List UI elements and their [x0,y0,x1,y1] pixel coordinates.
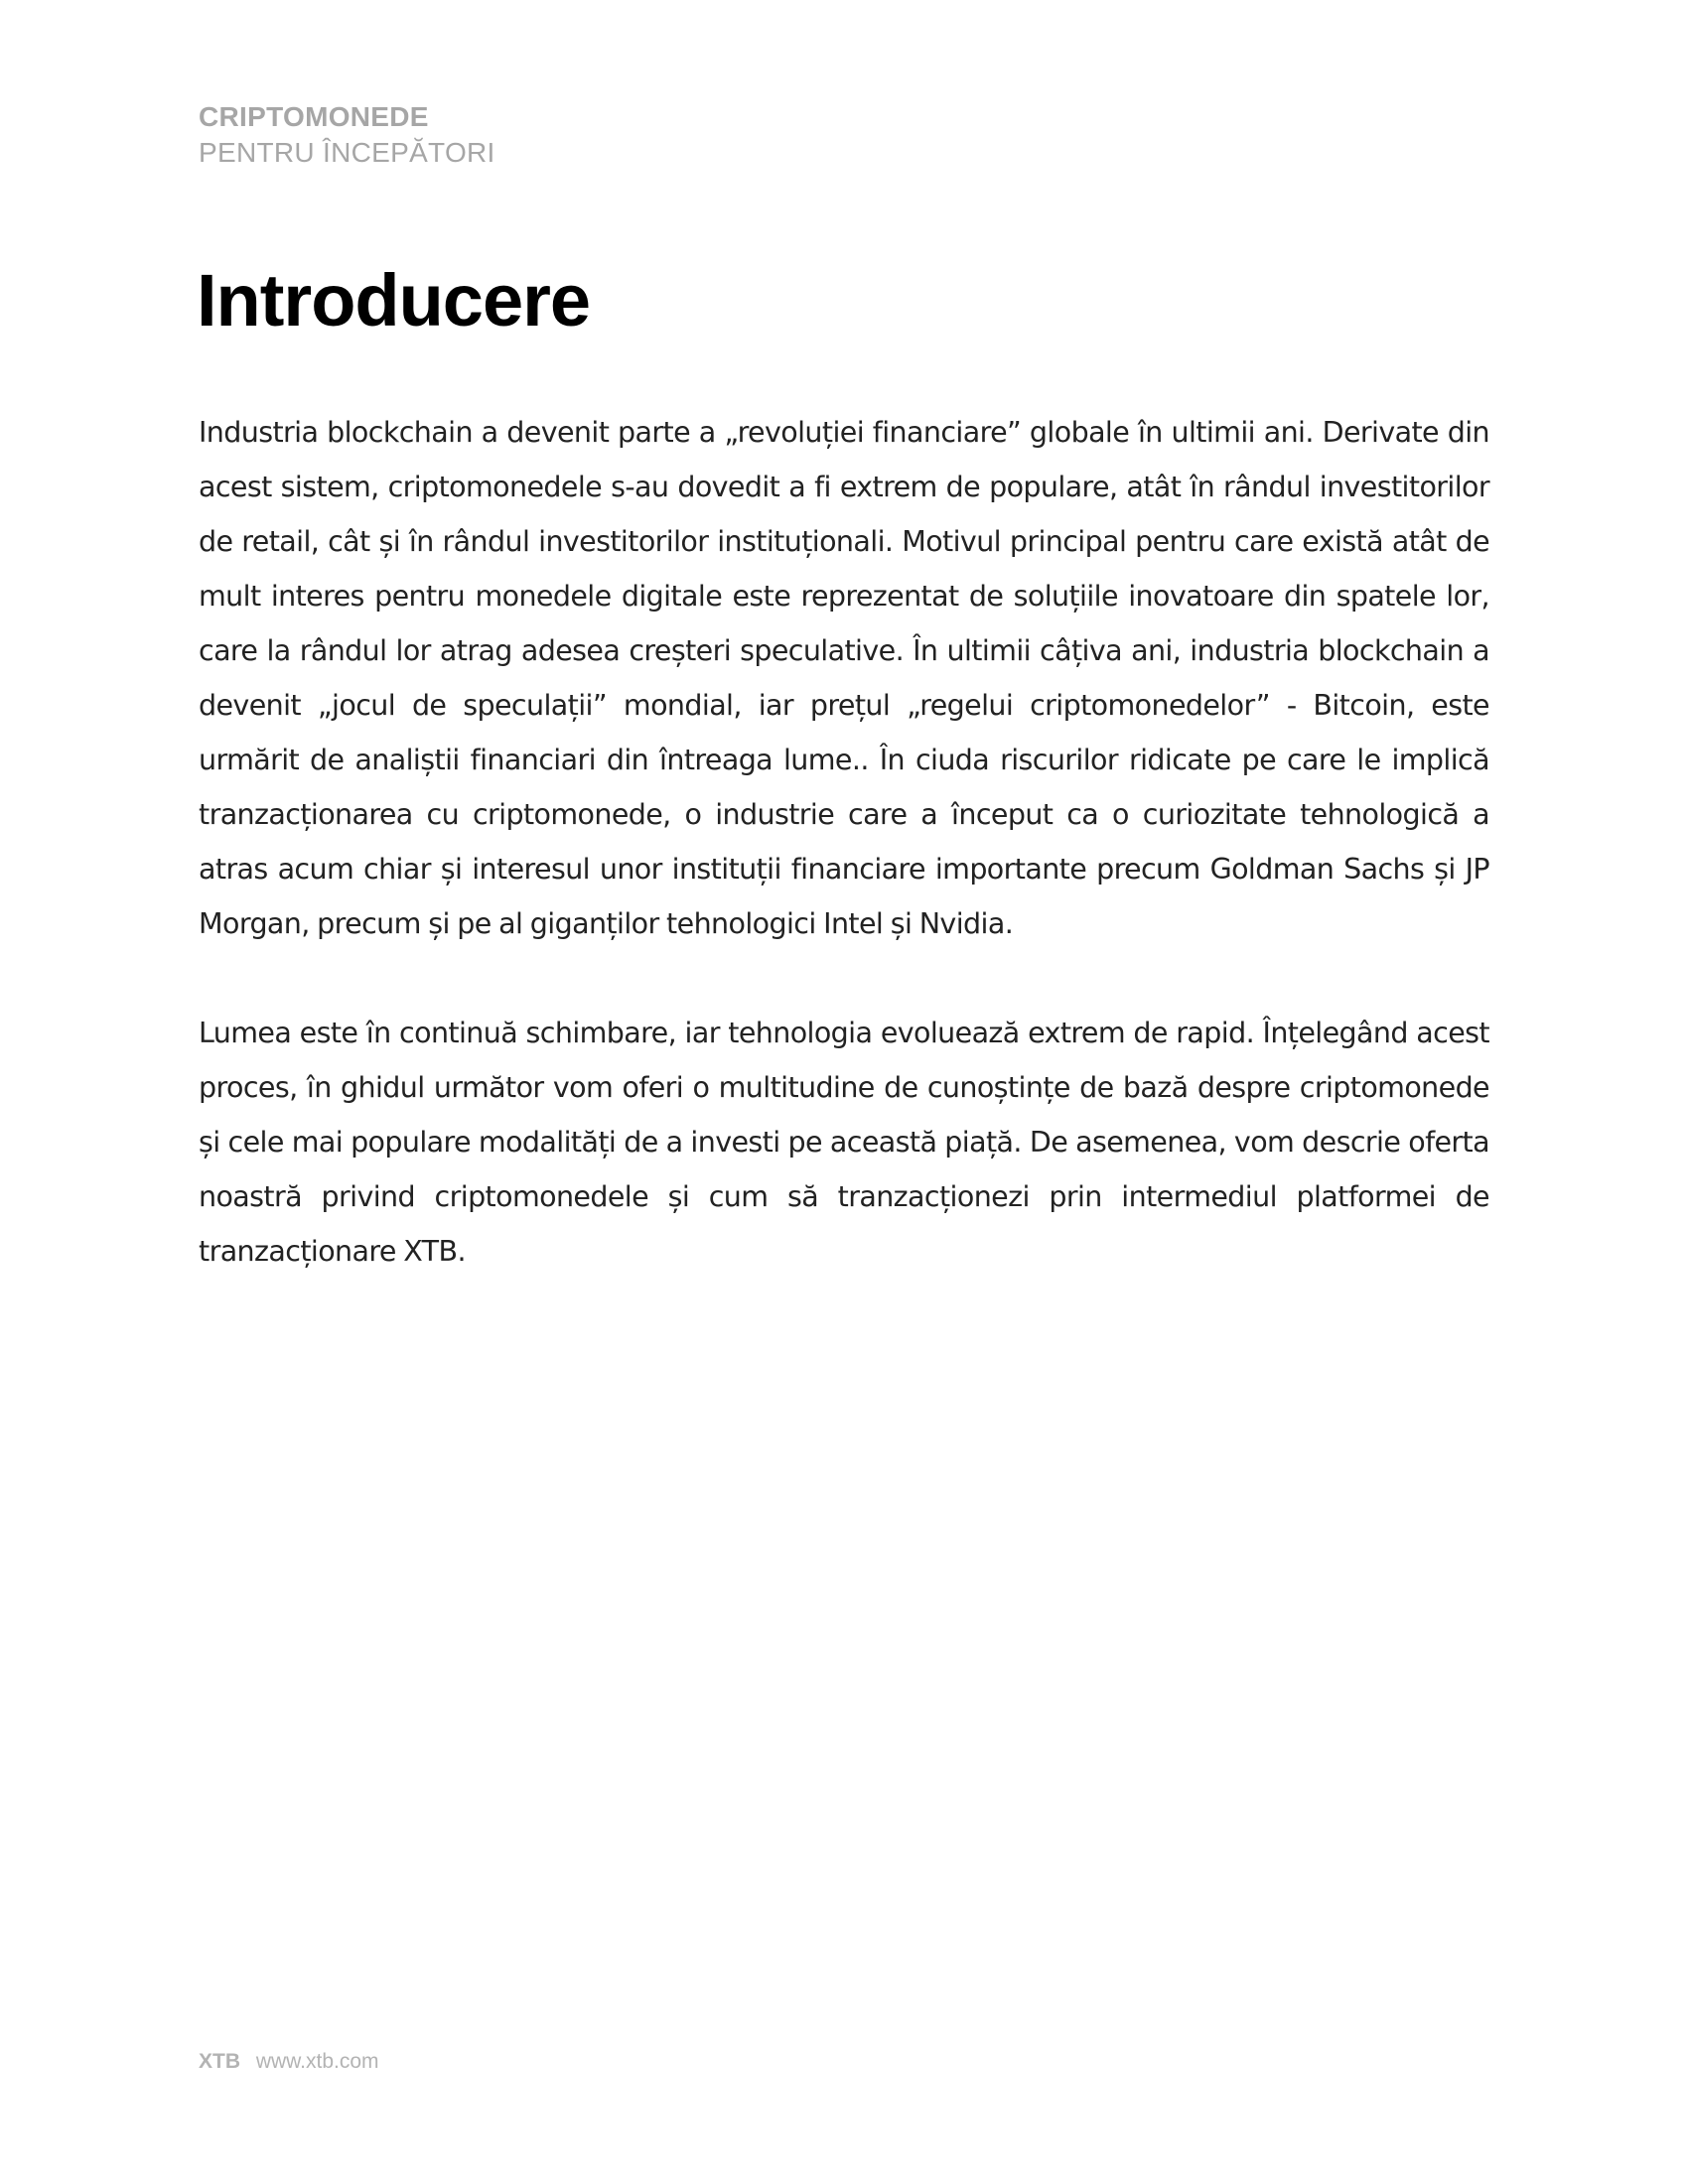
body-text [199,405,1489,1333]
paragraph-intro: Industria blockchain a devenit parte a „revoluției financiare” globale în ultimii ani. Derivate din acest sistem, criptomonedele s-au dovedit a fi extrem de populare, atât în rândul investitorilor de retail, cât și în rândul investitorilor instituționali. Motivul principal pentru care există atât de mult interes pentru monedele digitale este reprezentat de soluțiile inovatoare din spatele lor, care la rândul lor atrag adesea creșteri speculative. În ultimii câțiva ani, industria blockchain a devenit „jocul de speculații” mondial, iar prețul „regelui criptomonedelor” - Bitcoin, este urmărit de analiștii financiari din întreaga lume.. În ciuda riscurilor ridicate pe care le implică tranzacționarea cu criptomonede, o industrie care a început ca o curiozitate tehnologică a atras acum chiar și interesul unor instituții financiare importante precum Goldman Sachs și JP Morgan, precum și pe al giganților tehnologici Intel și Nvidia. [199,416,1489,940]
document-footer [199,2049,379,2075]
header-title: CRIPTOMONEDE [199,101,429,132]
header-subtitle: PENTRU ÎNCEPĂTORI [199,137,495,168]
footer-url[interactable]: www.xtb.com [255,2050,379,2073]
document-header [199,99,1489,171]
page-title: Introducere [197,259,591,341]
footer-brand: XTB [199,2050,240,2073]
paragraph-guide: Lumea este în continuă schimbare, iar tehnologia evoluează extrem de rapid. Înțelegând acest proces, în ghidul următor vom oferi o multitudine de cunoștințe de bază despre criptomonede și cele mai populare modalități de a investi pe această piață. De asemenea, vom descrie oferta noastră privind criptomonedele și cum să tranzacționezi prin intermediul platformei de tranzacționare XTB. [199,1017,1489,1268]
